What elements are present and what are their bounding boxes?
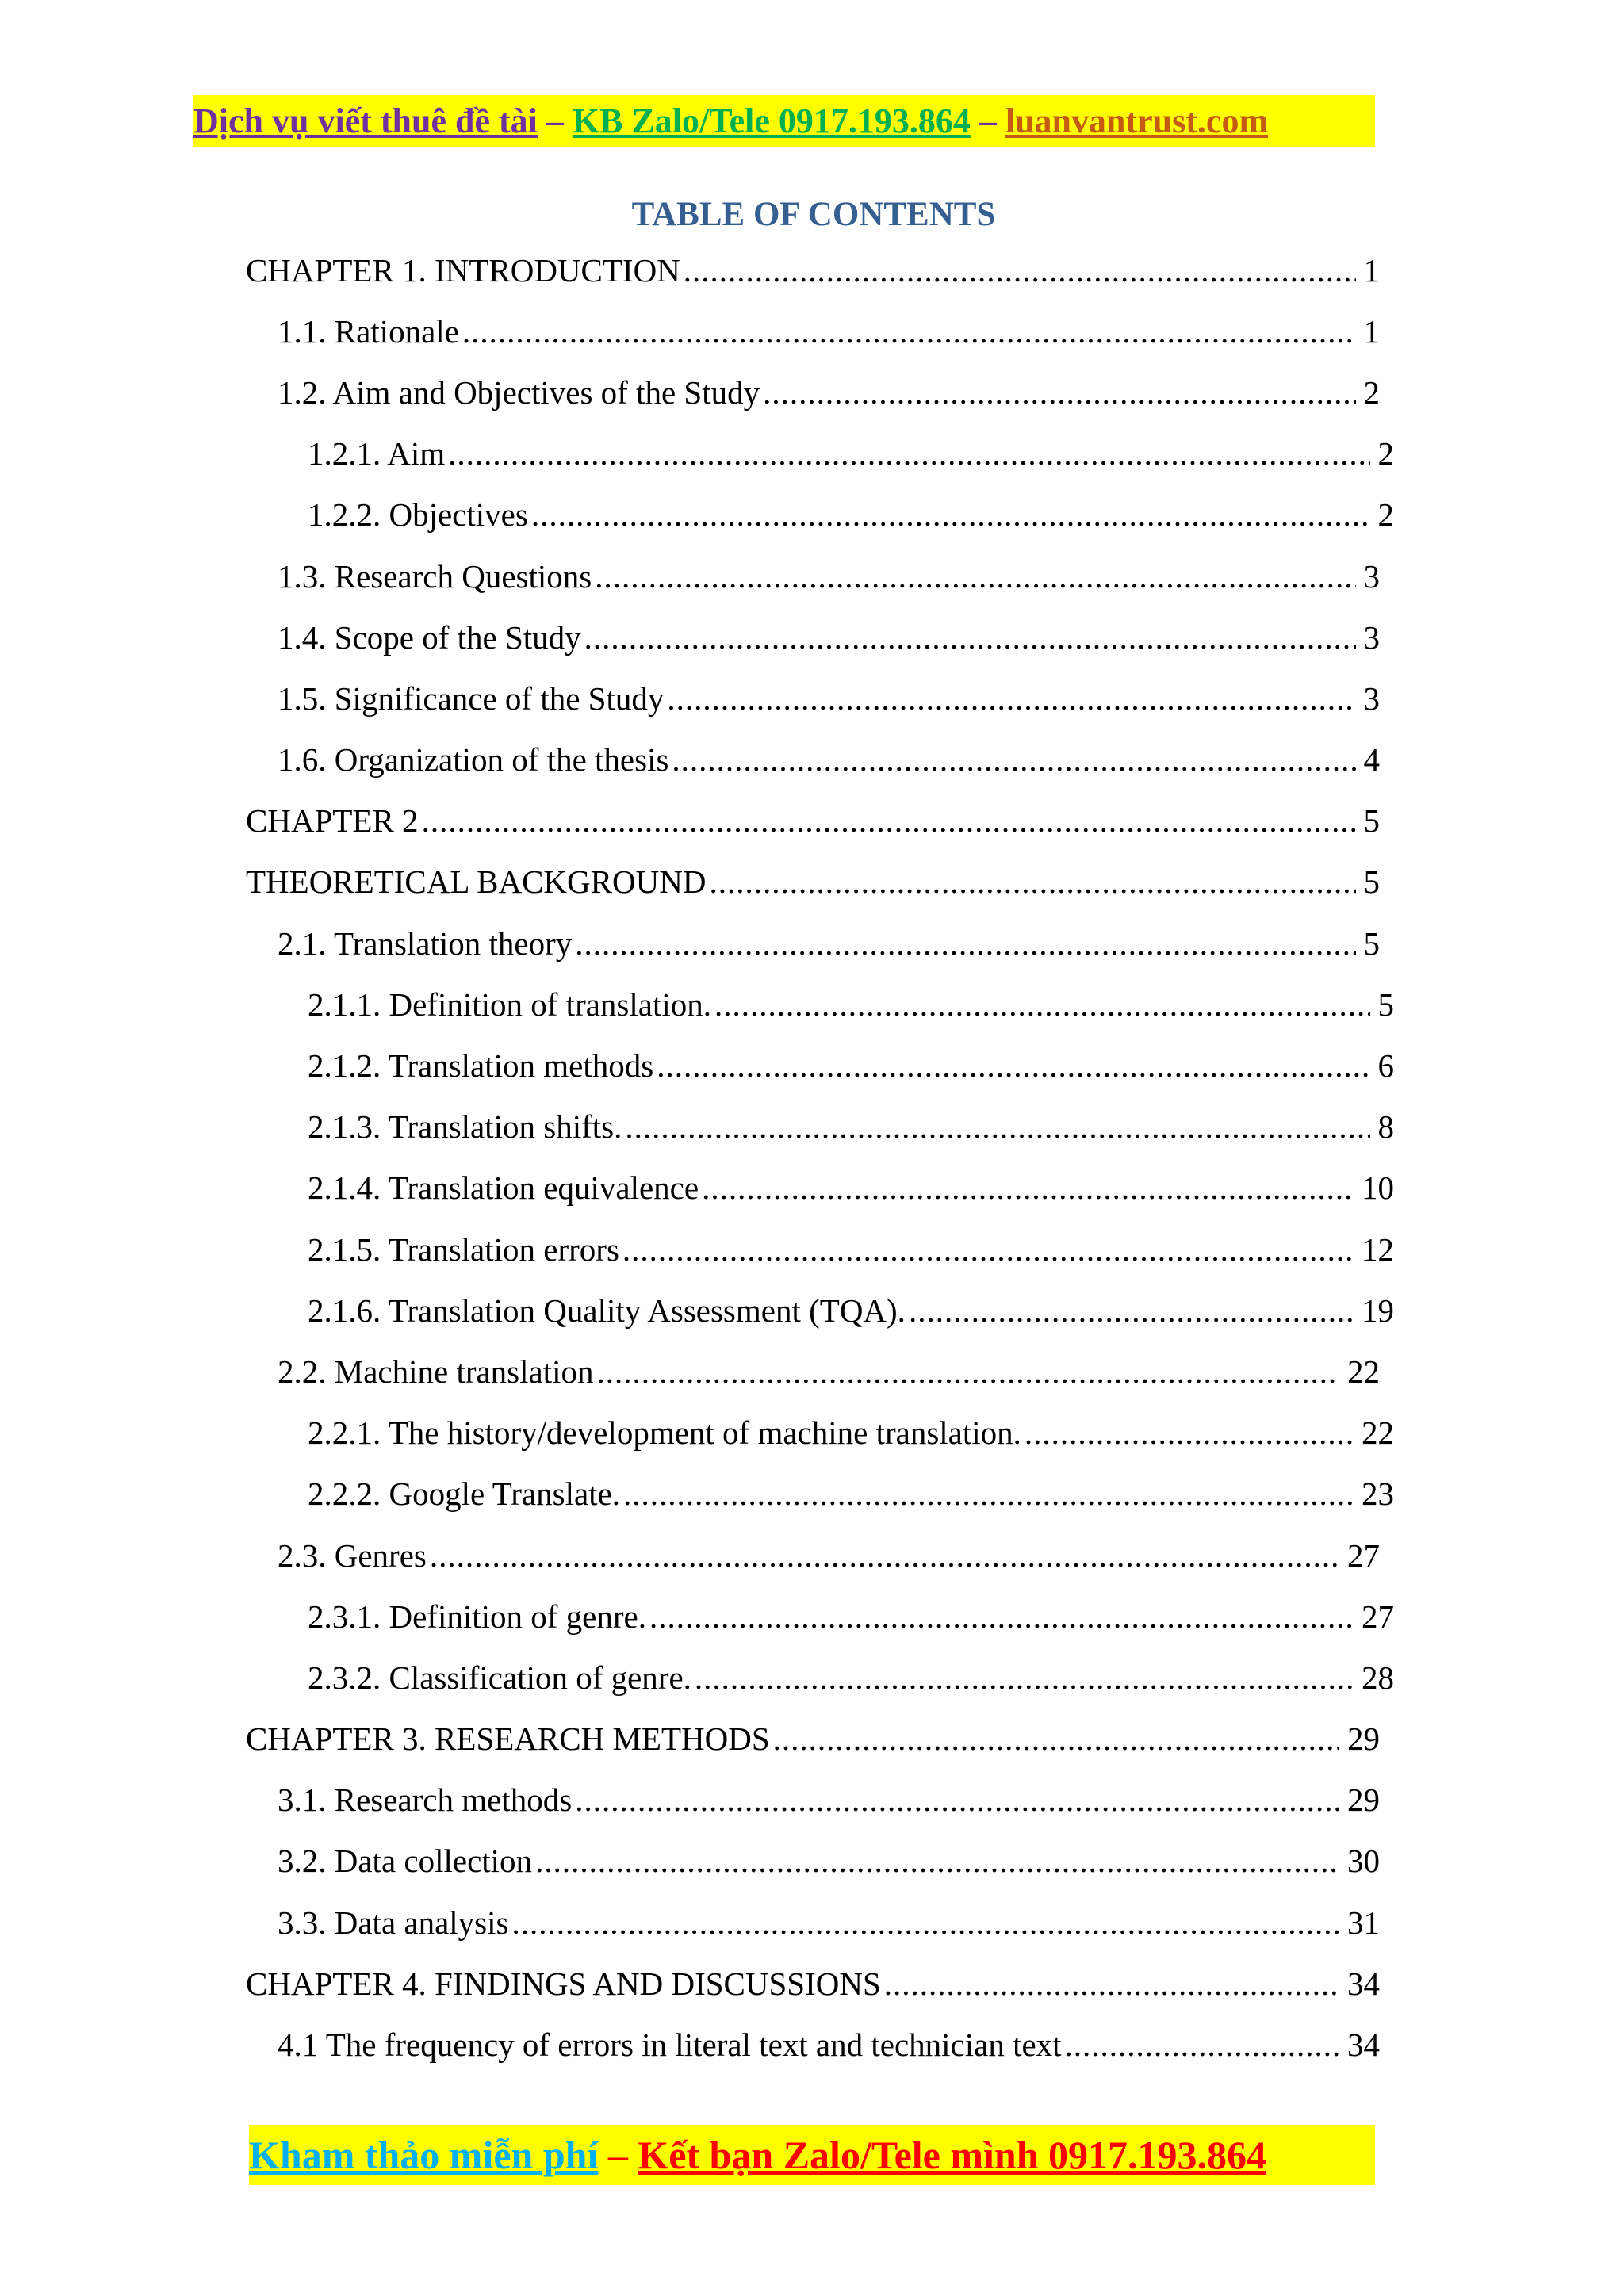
toc-entry-text: 3.2. Data collection: [278, 1842, 535, 1880]
toc-entry[interactable]: [246, 484, 1394, 545]
toc-entry-text: 3.1. Research methods: [278, 1781, 575, 1819]
dot-leader: [511, 1904, 1339, 1942]
toc-entry[interactable]: [246, 1096, 1394, 1158]
toc-entry-page-number: 4: [1363, 741, 1380, 779]
dot-leader: [625, 1108, 1369, 1146]
toc-entry[interactable]: [246, 239, 1380, 300]
dot-leader: [597, 1353, 1339, 1391]
dot-leader: [884, 1965, 1339, 2003]
toc-entry[interactable]: [246, 300, 1380, 362]
banner-service-link[interactable]: Dịch vụ viết thuê đề tài: [193, 101, 538, 140]
dot-leader: [684, 251, 1356, 289]
toc-entry-page-number: 29: [1347, 1781, 1380, 1819]
dot-leader: [575, 1781, 1339, 1819]
toc-entry-page-number: 2: [1363, 373, 1380, 411]
toc-entry[interactable]: [246, 974, 1394, 1035]
dot-leader: [667, 679, 1355, 718]
dot-leader: [702, 1169, 1354, 1207]
dot-leader: [623, 1475, 1354, 1513]
dot-leader: [763, 373, 1355, 411]
footer-free-link[interactable]: Kham thảo miễn phí: [249, 2133, 599, 2177]
dot-leader: [695, 1659, 1354, 1697]
toc-entry[interactable]: [246, 1341, 1380, 1402]
toc-entry-text: 2.1.5. Translation errors: [308, 1230, 622, 1269]
banner-separator: –: [537, 101, 573, 140]
dot-leader: [709, 863, 1355, 901]
toc-entry-text: CHAPTER 3. RESEARCH METHODS: [246, 1720, 773, 1758]
toc-entry-page-number: 1: [1363, 251, 1380, 289]
toc-entry[interactable]: [246, 1892, 1380, 1953]
dot-leader: [1025, 1414, 1354, 1452]
toc-entry-page-number: 5: [1363, 924, 1380, 962]
toc-entry-text: 2.2. Machine translation: [278, 1353, 597, 1391]
footer-banner: [249, 2125, 1375, 2185]
toc-entry[interactable]: [246, 1831, 1380, 1892]
toc-entry[interactable]: [246, 607, 1380, 668]
dot-leader: [575, 924, 1355, 962]
toc-entry[interactable]: [246, 1953, 1380, 2014]
toc-entry-page-number: 34: [1347, 2026, 1380, 2064]
header-banner: [193, 95, 1375, 147]
toc-entry[interactable]: [246, 1219, 1394, 1280]
toc-entry-page-number: 12: [1362, 1230, 1394, 1268]
toc-entry-text: THEORETICAL BACKGROUND: [246, 863, 709, 901]
dot-leader: [462, 312, 1356, 350]
toc-entry[interactable]: [246, 1280, 1394, 1341]
dot-leader: [595, 557, 1355, 595]
toc-entry-page-number: 22: [1362, 1414, 1394, 1452]
toc-entry-page-number: 3: [1363, 557, 1380, 595]
toc-entry-text: 4.1 The frequency of errors in literal text and technician text: [278, 2026, 1065, 2064]
toc-entry-page-number: 34: [1347, 1965, 1380, 2002]
dot-leader: [531, 496, 1370, 534]
toc-entry-text: 2.1.3. Translation shifts.: [308, 1108, 625, 1146]
toc-entry-page-number: 5: [1363, 863, 1380, 901]
toc-entry-page-number: 29: [1347, 1720, 1380, 1758]
toc-entry[interactable]: [246, 1647, 1394, 1708]
dot-leader: [672, 740, 1355, 779]
toc-entry-text: 1.3. Research Questions: [278, 557, 595, 595]
dot-leader: [773, 1720, 1339, 1758]
toc-entry-page-number: 3: [1363, 679, 1380, 717]
dot-leader: [430, 1536, 1339, 1575]
toc-entry[interactable]: [246, 1402, 1394, 1464]
toc-entry-page-number: 5: [1377, 985, 1394, 1023]
dot-leader: [1065, 2026, 1339, 2064]
toc-entry-page-number: 8: [1377, 1108, 1394, 1146]
toc-entry[interactable]: [246, 851, 1380, 913]
toc-entry[interactable]: [246, 729, 1380, 790]
toc-entry[interactable]: [246, 1709, 1380, 1770]
dot-leader: [909, 1292, 1354, 1330]
toc-title: TABLE OF CONTENTS: [631, 196, 996, 233]
toc-entry[interactable]: [246, 668, 1380, 729]
toc-entry-text: 3.3. Data analysis: [278, 1904, 511, 1942]
banner-separator: –: [970, 101, 1005, 140]
banner-website-link[interactable]: luanvantrust.com: [1005, 101, 1269, 140]
footer-separator: –: [598, 2133, 638, 2177]
toc-entry-text: CHAPTER 4. FINDINGS AND DISCUSSIONS: [246, 1965, 884, 2003]
toc-entry-page-number: 31: [1347, 1904, 1380, 1941]
toc-list: [246, 239, 1394, 2076]
toc-entry-text: 2.3.2. Classification of genre.: [308, 1659, 695, 1697]
toc-entry-text: 1.2. Aim and Objectives of the Study: [278, 373, 763, 411]
toc-entry[interactable]: [246, 545, 1380, 607]
toc-entry[interactable]: [246, 913, 1380, 974]
toc-entry-page-number: 3: [1363, 618, 1380, 656]
dot-leader: [535, 1842, 1339, 1880]
toc-entry-text: 1.1. Rationale: [278, 312, 462, 350]
dot-leader: [714, 985, 1370, 1024]
toc-entry-text: 1.4. Scope of the Study: [278, 618, 584, 656]
dot-leader: [657, 1047, 1369, 1085]
toc-entry[interactable]: [246, 1464, 1394, 1525]
toc-entry-text: 2.2.1. The history/development of machine translation.: [308, 1414, 1025, 1452]
toc-entry-page-number: 30: [1347, 1843, 1380, 1880]
toc-entry-text: CHAPTER 2: [246, 802, 422, 840]
toc-entry-text: 2.1.6. Translation Quality Assessment (TQA).: [308, 1292, 909, 1330]
toc-entry-text: 1.6. Organization of the thesis: [278, 740, 672, 779]
toc-entry-page-number: 2: [1377, 435, 1394, 473]
toc-entry-text: 2.2.2. Google Translate.: [308, 1475, 623, 1513]
toc-entry-page-number: 1: [1363, 312, 1380, 350]
toc-entry-text: 2.1. Translation theory: [278, 924, 575, 962]
dot-leader: [649, 1598, 1354, 1636]
toc-entry-page-number: 5: [1363, 802, 1380, 840]
toc-entry-page-number: 2: [1377, 496, 1394, 534]
toc-entry-text: 1.2.1. Aim: [308, 434, 448, 473]
toc-entry[interactable]: [246, 2014, 1380, 2075]
toc-entry-page-number: 19: [1362, 1292, 1394, 1329]
dot-leader: [422, 802, 1356, 840]
toc-entry-text: 2.3. Genres: [278, 1536, 430, 1575]
toc-entry-page-number: 23: [1362, 1475, 1394, 1513]
toc-entry-page-number: 22: [1347, 1353, 1380, 1390]
toc-entry-page-number: 27: [1347, 1536, 1380, 1574]
toc-entry-page-number: 28: [1362, 1659, 1394, 1696]
toc-entry[interactable]: [246, 423, 1394, 484]
toc-entry[interactable]: [246, 1586, 1394, 1647]
toc-entry-page-number: 6: [1377, 1047, 1394, 1085]
toc-entry[interactable]: [246, 1035, 1394, 1096]
toc-entry-text: 2.1.1. Definition of translation.: [308, 985, 714, 1024]
toc-entry-page-number: 27: [1362, 1598, 1394, 1635]
toc-entry[interactable]: [246, 1525, 1380, 1586]
toc-entry[interactable]: [246, 1770, 1380, 1831]
toc-entry-text: 2.1.4. Translation equivalence: [308, 1169, 702, 1207]
banner-contact-link[interactable]: KB Zalo/Tele 0917.193.864: [572, 101, 971, 140]
footer-contact-link[interactable]: Kết bạn Zalo/Tele mình 0917.193.864: [638, 2133, 1267, 2177]
toc-entry-text: CHAPTER 1. INTRODUCTION: [246, 251, 684, 289]
dot-leader: [448, 434, 1369, 473]
toc-entry-text: 2.1.2. Translation methods: [308, 1047, 657, 1085]
toc-entry[interactable]: [246, 1158, 1394, 1219]
dot-leader: [622, 1230, 1354, 1269]
dot-leader: [584, 618, 1356, 656]
toc-entry-text: 1.5. Significance of the Study: [278, 679, 667, 718]
toc-entry[interactable]: [246, 362, 1380, 423]
toc-entry[interactable]: [246, 790, 1380, 851]
toc-entry-text: 1.2.2. Objectives: [308, 496, 531, 534]
toc-entry-text: 2.3.1. Definition of genre.: [308, 1598, 649, 1636]
toc-entry-page-number: 10: [1362, 1169, 1394, 1207]
